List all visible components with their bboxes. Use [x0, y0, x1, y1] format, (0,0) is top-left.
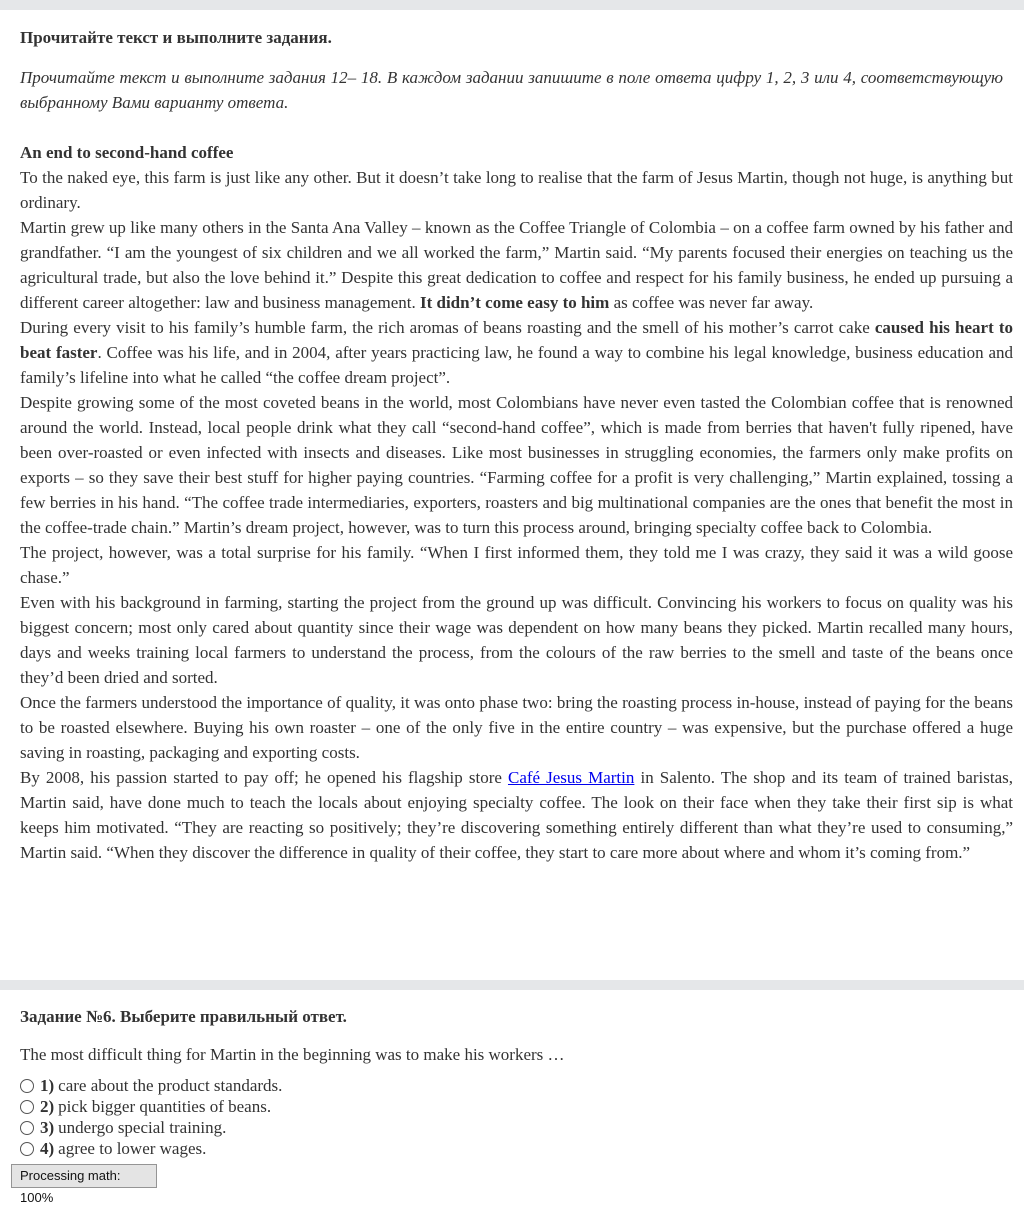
passage-paragraph-7: Once the farmers understood the importance of quality, it was onto phase two: bring the roasting process in-house, instead of paying for the beans to be roasted elsewhere. Buying his own roaster – one of the only five in the entire country – was expensive, but the purchase offered a huge saving in roasting, packaging and exporting costs. [20, 693, 1013, 762]
math-processing-status: Processing math: 100% [11, 1164, 157, 1188]
task-title: Задание №6. Выберите правильный ответ. [20, 1007, 347, 1026]
passage-paragraph-4: Despite growing some of the most coveted beans in the world, most Colombians have never even tasted the Colombian coffee that is renowned around the world. Instead, local people drink what they call “second-hand coffee”, which is made from berries that haven't fully ripened, have been over-roasted or even infected with insects and diseases. Like most businesses in struggling economies, the farmers only make profits on exports – so they save their best stuff for higher paying countries. “Farming coffee for a profit is very challenging,” Martin explained, tossing a few berries in his hand. “The coffee trade intermediaries, exporters, roasters and big multinational companies are the ones that benefit the most in the coffee-trade chain.” Martin’s dream project, however, was to turn this process around, bringing specialty coffee back to Colombia. [20, 393, 1013, 537]
radio-button-icon[interactable] [20, 1100, 34, 1114]
answer-options [20, 1075, 282, 1159]
option-text: pick bigger quantities of beans. [58, 1097, 272, 1116]
instructions-title: Прочитайте текст и выполните задания. [20, 28, 332, 47]
option-text: undergo special training. [58, 1118, 227, 1137]
cafe-link[interactable]: Café Jesus Martin [507, 768, 635, 787]
option-text: agree to lower wages. [58, 1139, 207, 1158]
highlighted-phrase-1: It didn’t come easy to him [419, 293, 610, 312]
answer-option-2[interactable]: 2) pick bigger quantities of beans. [20, 1096, 282, 1117]
question-text: The most difficult thing for Martin in the beginning was to make his workers … [20, 1045, 565, 1064]
top-divider [0, 0, 1024, 10]
radio-button-icon[interactable] [20, 1142, 34, 1156]
reading-passage [20, 140, 1013, 865]
passage-paragraph-3: During every visit to his family’s humble farm, the rich aromas of beans roasting and the smell of his mother’s carrot cake caused his heart to beat faster. Coffee was his life, and in 2004, after years practicing law, he found a way to combine his legal knowledge, business education and family’s lifeline into what he called “the coffee dream project”. [20, 318, 1014, 387]
passage-paragraph-6: Even with his background in farming, starting the project from the ground up was difficult. Convincing his workers to focus on quality was his biggest concern; most only cared about quantity since their wage was dependent on how many beans they picked. Martin recalled many hours, days and weeks training local farmers to understand the process, from the colours of the raw berries to the smell and taste of the beans once they’d been dried and sorted. [20, 593, 1013, 687]
answer-option-4[interactable]: 4) agree to lower wages. [20, 1138, 282, 1159]
highlighted-phrase-2: caused his heart to beat faster [20, 318, 1014, 362]
section-divider [0, 980, 1024, 990]
instructions-text: Прочитайте текст и выполните задания 12– 18. В каждом задании запишите в поле ответа цифру 1, 2, 3 или 4, соответствующую выбранному Вами варианту ответа. [20, 68, 1003, 112]
radio-button-icon[interactable] [20, 1079, 34, 1093]
radio-button-icon[interactable] [20, 1121, 34, 1135]
passage-paragraph-8: By 2008, his passion started to pay off; he opened his flagship store Café Jesus Martin in Salento. The shop and its team of trained baristas, Martin said, have done much to teach the locals about enjoying specialty coffee. The look on their face when they take their first sip is what keeps him motivated. “They are reacting so positively; they’re discovering something entirely different than what they’re used to consuming,” Martin said. “When they discover the difference in quality of their coffee, they start to care more about where and whom it’s coming from.” [20, 768, 1014, 862]
passage-paragraph-1: To the naked eye, this farm is just like any other. But it doesn’t take long to realise that the farm of Jesus Martin, though not huge, is anything but ordinary. [20, 168, 1013, 212]
passage-paragraph-2: Martin grew up like many others in the Santa Ana Valley – known as the Coffee Triangle of Colombia – on a coffee farm owned by his father and grandfather. “I am the youngest of six children and we all worked the farm,” Martin said. “My parents focused their energies on teaching us the agricultural trade, but also the love behind it.” Despite this great dedication to coffee and respect for his family business, he ended up pursuing a different career altogether: law and business management. It didn’t come easy to him as coffee was never far away. [20, 218, 1013, 312]
answer-option-3[interactable]: 3) undergo special training. [20, 1117, 282, 1138]
passage-paragraph-5: The project, however, was a total surprise for his family. “When I first informed them, they told me I was crazy, they said it was a wild goose chase.” [20, 543, 1013, 587]
answer-option-1[interactable]: 1) care about the product standards. [20, 1075, 282, 1096]
option-text: care about the product standards. [58, 1076, 283, 1095]
passage-title: An end to second-hand coffee [20, 143, 234, 162]
